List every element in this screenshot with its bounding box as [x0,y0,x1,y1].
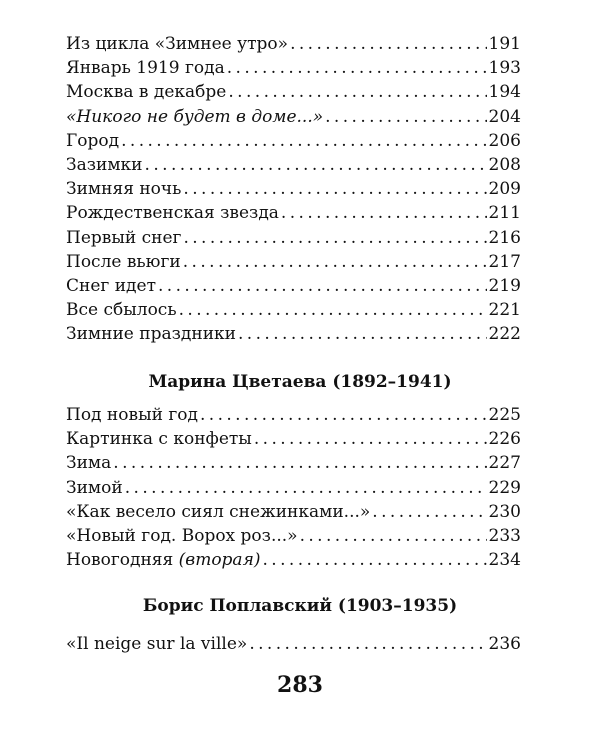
dot-leader [238,322,487,346]
toc-entry[interactable] [66,226,521,250]
dot-leader [145,153,487,177]
toc-entry-page: 209 [488,179,521,200]
dot-leader [183,177,486,201]
toc-entry-page: 222 [488,324,521,345]
toc-entry-page: 221 [488,300,521,321]
toc-entry[interactable] [66,451,521,475]
toc-entry-title: Из цикла «Зимнее утро» [66,34,289,54]
toc-entry-title: Все сбылось [66,300,177,321]
toc-entry[interactable] [66,274,521,298]
toc-entry-title: Зима [66,453,112,474]
toc-entry[interactable] [66,322,521,346]
toc-entry-page: 193 [488,58,521,79]
toc-entry-page: 230 [488,501,521,522]
toc-entry-page: 217 [488,251,521,272]
toc-entry-title: Москва в декабре [66,82,227,103]
dot-leader [254,427,487,451]
toc-entry[interactable] [66,476,521,500]
toc-entry[interactable] [66,403,521,427]
toc-entry-page: 225 [488,405,521,425]
dot-leader [179,298,487,322]
toc-entry[interactable] [66,105,521,129]
toc-entry-title: Под новый год [66,405,198,425]
toc-entry[interactable] [66,56,521,80]
toc-entry-title: Зимние праздники [66,324,236,345]
dot-leader [290,32,486,56]
toc-entry[interactable] [66,500,521,524]
dot-leader [200,403,487,427]
toc-entry-title: Город [66,130,120,151]
toc-entry-title: «Как весело сиял снежинками...» [66,501,371,522]
toc-entry-page: 208 [488,154,521,175]
toc-entry[interactable] [66,632,521,656]
toc-section-tsvetaeva [66,403,521,572]
toc-entry-page: 226 [488,429,521,450]
dot-leader [227,56,487,80]
toc-entry-title: Снег идет [66,275,156,296]
toc-entry-title: Рождественская звезда [66,203,279,224]
toc-entry[interactable] [66,298,521,322]
toc-entry-page: 211 [488,203,521,224]
toc-entry[interactable] [66,80,521,104]
dot-leader [125,476,487,500]
dot-leader [262,548,486,572]
toc-entry-page: 227 [488,453,521,474]
section-heading-poplavsky: Борис Поплавский (1903–1935) [142,596,458,616]
toc-entry-title: «Новый год. Ворох роз...» [66,525,298,546]
toc-entry[interactable] [66,548,521,572]
toc-entry-title: Зимняя ночь [66,179,182,200]
dot-leader [249,632,486,656]
toc-entry-title: Картинка с конфеты [66,429,252,450]
dot-leader [158,274,487,298]
toc-entry-page: 204 [488,106,521,127]
dot-leader [183,250,487,274]
toc-entry-page: 236 [488,634,521,654]
toc-entry[interactable] [66,129,521,153]
toc-entry-title: Первый снег [66,227,182,248]
toc-entry-page: 216 [488,227,521,248]
section-heading-tsvetaeva: Марина Цветаева (1892–1941) [148,372,452,392]
dot-leader [372,500,486,524]
toc-section-poplavsky [66,632,521,656]
toc-entry[interactable] [66,153,521,177]
toc-entry-title: После вьюги [66,251,181,272]
toc-entry-title: Зимой [66,477,123,498]
toc-entry-title [66,548,260,572]
toc-entry-page: 229 [488,477,521,498]
toc-entry-page: 191 [488,34,521,54]
dot-leader [183,226,486,250]
toc-entry[interactable] [66,201,521,225]
toc-entry-page: 194 [488,82,521,103]
toc-entry-title: Январь 1919 года [66,58,225,79]
toc-entry-title-italic: (вторая) [178,550,261,571]
toc-entry-page: 206 [488,130,521,151]
toc-entry-title: «Никого не будет в доме...» [66,106,324,127]
toc-section-pasternak [66,32,521,346]
dot-leader [121,129,486,153]
toc-entry-page: 233 [488,525,521,546]
toc-entry[interactable] [66,250,521,274]
toc-entry[interactable] [66,524,521,548]
toc-entry-title-main: Новогодняя [66,550,174,571]
toc-entry-title: Зазимки [66,154,143,175]
dot-leader [228,80,486,104]
toc-entry[interactable] [66,177,521,201]
dot-leader [113,451,486,475]
toc-entry-page: 234 [488,550,521,571]
toc-entry[interactable] [66,32,521,56]
dot-leader [325,105,486,129]
page-number: 283 [277,672,323,698]
toc-entry[interactable] [66,427,521,451]
dot-leader [300,524,487,548]
toc-entry-title: «Il neige sur la ville» [66,634,248,654]
toc-entry-page: 219 [488,275,521,296]
dot-leader [281,201,487,225]
